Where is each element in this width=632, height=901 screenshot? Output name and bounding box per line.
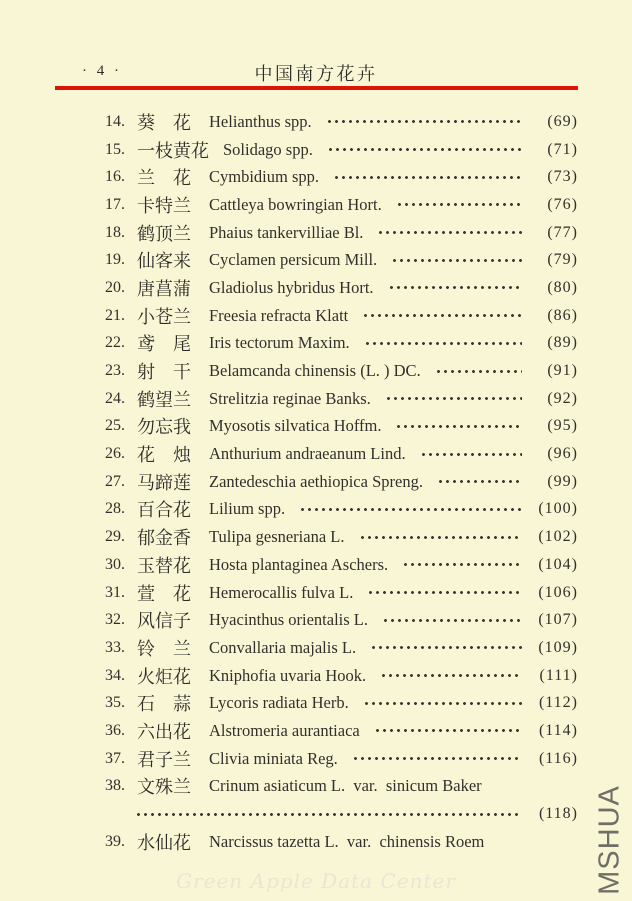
entry-page-number: (107) bbox=[538, 611, 578, 629]
toc-entry bbox=[0, 136, 632, 164]
entry-number: 38. bbox=[105, 777, 125, 795]
toc-entry bbox=[0, 745, 632, 773]
entry-chinese-name: 萱 花 bbox=[137, 583, 191, 604]
entry-chinese-name: 文殊兰 bbox=[137, 777, 191, 798]
entry-page-number: (77) bbox=[547, 223, 578, 241]
entry-page-number: (109) bbox=[538, 638, 578, 656]
entry-number: 17. bbox=[105, 195, 125, 213]
toc-entry bbox=[0, 773, 632, 801]
dotted-leader bbox=[135, 800, 522, 828]
entry-chinese-name: 射 干 bbox=[137, 362, 191, 383]
entry-number: 26. bbox=[105, 445, 125, 463]
page-header bbox=[0, 60, 632, 84]
entry-number: 22. bbox=[105, 334, 125, 352]
dotted-leader bbox=[420, 440, 522, 468]
entry-number: 35. bbox=[105, 694, 125, 712]
entry-latin-name: Solidago spp. bbox=[223, 139, 313, 159]
dotted-leader bbox=[391, 246, 522, 274]
entry-page-number: (86) bbox=[547, 306, 578, 324]
toc-entry bbox=[0, 385, 632, 413]
entry-page-number: (112) bbox=[538, 694, 578, 712]
entry-number: 18. bbox=[105, 223, 125, 241]
entry-page-number: (89) bbox=[547, 334, 578, 352]
entry-chinese-name: 郁金香 bbox=[137, 528, 191, 549]
entry-page-number: (104) bbox=[538, 555, 578, 573]
entry-chinese-name: 仙客来 bbox=[137, 251, 191, 272]
entry-number: 31. bbox=[105, 583, 125, 601]
entry-latin-name: Lilium spp. bbox=[209, 499, 286, 519]
entry-page-number: (76) bbox=[547, 195, 578, 213]
dotted-leader bbox=[299, 496, 522, 524]
entry-number: 37. bbox=[105, 749, 125, 767]
entry-number: 29. bbox=[105, 528, 125, 546]
entry-page-number: (80) bbox=[547, 278, 578, 296]
entry-latin-name: Lycoris radiata Herb. bbox=[209, 693, 349, 713]
entry-latin-name: Cattleya bowringian Hort. bbox=[209, 194, 382, 214]
entry-chinese-name: 唐菖蒲 bbox=[137, 278, 191, 299]
toc-entry bbox=[0, 246, 632, 274]
entry-chinese-name: 一枝黄花 bbox=[137, 140, 209, 161]
side-watermark: MSHUA bbox=[593, 785, 626, 895]
toc-entry bbox=[0, 163, 632, 191]
dotted-leader bbox=[333, 163, 522, 191]
entry-number: 15. bbox=[105, 140, 125, 158]
entry-number: 19. bbox=[105, 251, 125, 269]
toc-entry bbox=[0, 523, 632, 551]
dotted-leader bbox=[359, 523, 523, 551]
dotted-leader bbox=[327, 136, 522, 164]
dotted-leader bbox=[362, 302, 522, 330]
entry-page-number: (91) bbox=[547, 362, 578, 380]
toc-entry bbox=[0, 606, 632, 634]
entry-latin-name: Narcissus tazetta L. var. chinensis Roem bbox=[209, 831, 485, 851]
entry-chinese-name: 鹤顶兰 bbox=[137, 223, 191, 244]
entry-chinese-name: 风信子 bbox=[137, 611, 191, 632]
bottom-watermark: Green Apple Data Center bbox=[176, 869, 456, 893]
entry-latin-name: Cyclamen persicum Mill. bbox=[209, 250, 378, 270]
entry-chinese-name: 卡特兰 bbox=[137, 195, 191, 216]
entry-latin-name: Crinum asiaticum L. var. sinicum Baker bbox=[209, 776, 482, 796]
dotted-leader bbox=[396, 191, 522, 219]
entry-number: 21. bbox=[105, 306, 125, 324]
dotted-leader bbox=[370, 634, 522, 662]
entry-page-number: (96) bbox=[547, 445, 578, 463]
entry-page-number: (116) bbox=[538, 749, 578, 767]
toc-entry bbox=[0, 219, 632, 247]
toc-entry bbox=[0, 413, 632, 441]
entry-chinese-name: 六出花 bbox=[137, 721, 191, 742]
toc-entry bbox=[0, 468, 632, 496]
dotted-leader bbox=[437, 468, 522, 496]
entry-chinese-name: 水仙花 bbox=[137, 832, 191, 853]
toc-entry bbox=[0, 496, 632, 524]
entry-page-number: (92) bbox=[547, 389, 578, 407]
entry-number: 14. bbox=[105, 112, 125, 130]
entry-chinese-name: 花 烛 bbox=[137, 445, 191, 466]
entry-latin-name: Strelitzia reginae Banks. bbox=[209, 388, 371, 408]
dotted-leader bbox=[385, 385, 522, 413]
dotted-leader bbox=[326, 108, 522, 136]
dotted-leader bbox=[364, 330, 522, 358]
toc-entry bbox=[0, 330, 632, 358]
entry-number: 36. bbox=[105, 721, 125, 739]
entry-page-number: (111) bbox=[539, 666, 578, 684]
entry-page-number: (73) bbox=[547, 168, 578, 186]
toc-entry bbox=[0, 191, 632, 219]
entry-latin-name: Kniphofia uvaria Hook. bbox=[209, 665, 367, 685]
entry-page-number: (106) bbox=[538, 583, 578, 601]
entry-latin-name: Gladiolus hybridus Hort. bbox=[209, 277, 374, 297]
entry-latin-name: Convallaria majalis L. bbox=[209, 637, 357, 657]
entry-page-number: (95) bbox=[547, 417, 578, 435]
header-rule bbox=[55, 86, 578, 90]
entry-latin-name: Freesia refracta Klatt bbox=[209, 305, 349, 325]
dotted-leader bbox=[382, 606, 522, 634]
toc-entry bbox=[0, 551, 632, 579]
entry-latin-name: Alstromeria aurantiaca bbox=[209, 720, 360, 740]
entry-page-number: (100) bbox=[538, 500, 578, 518]
entry-chinese-name: 葵 花 bbox=[137, 112, 191, 133]
dotted-leader bbox=[374, 717, 522, 745]
entry-number: 30. bbox=[105, 555, 125, 573]
entry-chinese-name: 君子兰 bbox=[137, 749, 191, 770]
entry-number: 27. bbox=[105, 472, 125, 490]
entry-chinese-name: 玉替花 bbox=[137, 555, 191, 576]
entry-number: 39. bbox=[105, 832, 125, 850]
entry-page-number: (71) bbox=[547, 140, 578, 158]
entry-latin-name: Iris tectorum Maxim. bbox=[209, 333, 350, 353]
entry-chinese-name: 马蹄莲 bbox=[137, 472, 191, 493]
dotted-leader bbox=[377, 219, 522, 247]
toc-entry bbox=[0, 274, 632, 302]
entry-chinese-name: 石 蒜 bbox=[137, 694, 191, 715]
entry-chinese-name: 火炬花 bbox=[137, 666, 191, 687]
entry-chinese-name: 勿忘我 bbox=[137, 417, 191, 438]
toc-entry bbox=[0, 302, 632, 330]
entry-latin-name: Hosta plantaginea Aschers. bbox=[209, 554, 389, 574]
entry-chinese-name: 百合花 bbox=[137, 500, 191, 521]
entry-number: 28. bbox=[105, 500, 125, 518]
entry-number: 24. bbox=[105, 389, 125, 407]
dotted-leader bbox=[395, 413, 522, 441]
toc-entry-continuation bbox=[0, 800, 632, 828]
toc-entry bbox=[0, 579, 632, 607]
entry-number: 20. bbox=[105, 278, 125, 296]
entry-page-number: (99) bbox=[547, 472, 578, 490]
entry-number: 25. bbox=[105, 417, 125, 435]
folio-page-number: · 4 · bbox=[82, 63, 122, 79]
entry-number: 34. bbox=[105, 666, 125, 684]
toc-entry bbox=[0, 108, 632, 136]
entry-page-number: (69) bbox=[547, 112, 578, 130]
entry-chinese-name: 小苍兰 bbox=[137, 306, 191, 327]
entry-page-number: (102) bbox=[538, 528, 578, 546]
entry-number: 33. bbox=[105, 638, 125, 656]
entry-latin-name: Hyacinthus orientalis L. bbox=[209, 610, 369, 630]
entry-latin-name: Myosotis silvatica Hoffm. bbox=[209, 416, 382, 436]
toc-entry bbox=[0, 717, 632, 745]
toc-entry bbox=[0, 357, 632, 385]
toc-entry bbox=[0, 662, 632, 690]
entry-latin-name: Anthurium andraeanum Lind. bbox=[209, 444, 406, 464]
running-head-title: 中国南方花卉 bbox=[254, 64, 378, 84]
entry-chinese-name: 铃 兰 bbox=[137, 638, 191, 659]
entry-latin-name: Phaius tankervilliae Bl. bbox=[209, 222, 364, 242]
dotted-leader bbox=[363, 689, 522, 717]
dotted-leader bbox=[402, 551, 522, 579]
entry-chinese-name: 鸢 尾 bbox=[137, 334, 191, 355]
entry-page-number: (118) bbox=[538, 805, 578, 823]
entry-number: 32. bbox=[105, 611, 125, 629]
dotted-leader bbox=[388, 274, 522, 302]
entry-latin-name: Tulipa gesneriana L. bbox=[209, 527, 345, 547]
dotted-leader bbox=[352, 745, 522, 773]
toc-entry bbox=[0, 634, 632, 662]
dotted-leader bbox=[435, 357, 522, 385]
entry-latin-name: Clivia miniata Reg. bbox=[209, 748, 338, 768]
dotted-leader bbox=[367, 579, 522, 607]
entry-latin-name: Hemerocallis fulva L. bbox=[209, 582, 354, 602]
toc-entry bbox=[0, 689, 632, 717]
entry-page-number: (79) bbox=[547, 251, 578, 269]
dotted-leader bbox=[380, 662, 522, 690]
toc-entry bbox=[0, 440, 632, 468]
entry-latin-name: Helianthus spp. bbox=[209, 111, 312, 131]
entry-number: 16. bbox=[105, 168, 125, 186]
entry-chinese-name: 兰 花 bbox=[137, 168, 191, 189]
entry-latin-name: Zantedeschia aethiopica Spreng. bbox=[209, 471, 423, 491]
entry-page-number: (114) bbox=[538, 721, 578, 739]
entry-latin-name: Belamcanda chinensis (L. ) DC. bbox=[209, 361, 421, 381]
toc-entry bbox=[0, 828, 632, 856]
toc-list bbox=[0, 108, 632, 856]
entry-number: 23. bbox=[105, 362, 125, 380]
entry-latin-name: Cymbidium spp. bbox=[209, 167, 320, 187]
entry-chinese-name: 鹤望兰 bbox=[137, 389, 191, 410]
